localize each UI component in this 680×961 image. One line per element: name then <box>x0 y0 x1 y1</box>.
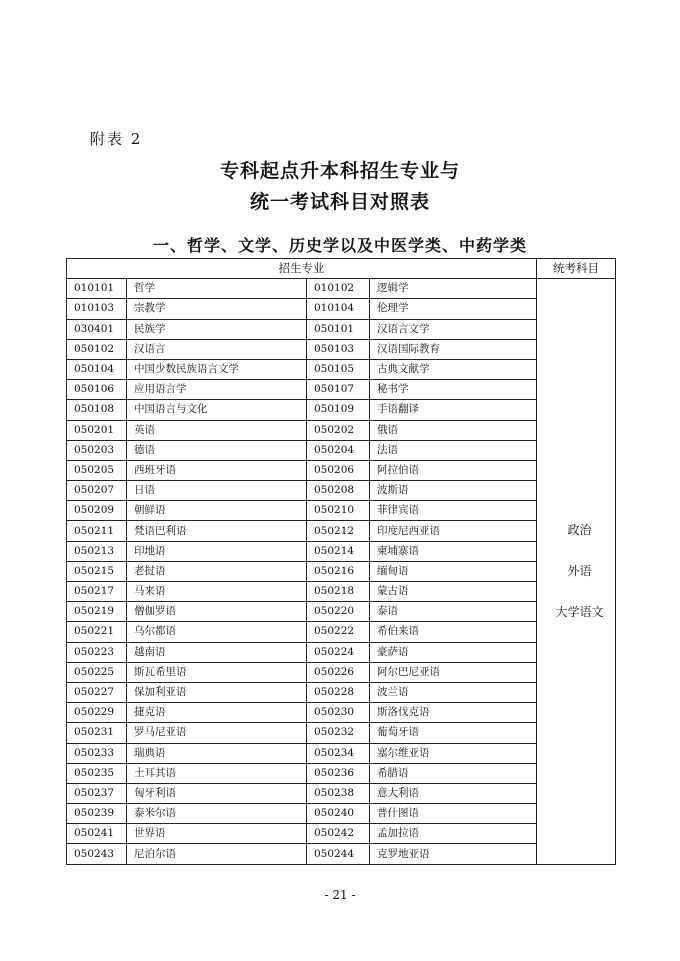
major-name: 应用语言学 <box>127 380 307 400</box>
major-name: 希伯来语 <box>370 622 537 642</box>
title-line-2: 统一考试科目对照表 <box>249 191 430 213</box>
major-name: 手语翻译 <box>370 400 537 420</box>
major-name: 汉语言 <box>127 339 307 359</box>
major-code: 050233 <box>67 743 127 763</box>
major-code: 050109 <box>307 400 370 420</box>
major-code: 050102 <box>67 339 127 359</box>
table-row <box>67 824 616 844</box>
major-code: 050244 <box>307 844 370 864</box>
major-code: 050101 <box>307 319 370 339</box>
major-name: 豪萨语 <box>370 642 537 662</box>
major-name: 罗马尼亚语 <box>127 723 307 743</box>
major-code: 050231 <box>67 723 127 743</box>
major-code: 050224 <box>307 642 370 662</box>
major-code: 050106 <box>67 380 127 400</box>
major-name: 阿拉伯语 <box>370 460 537 480</box>
major-name: 法语 <box>370 440 537 460</box>
major-code: 050238 <box>307 783 370 803</box>
table-row <box>67 763 616 783</box>
major-name: 朝鲜语 <box>127 501 307 521</box>
major-code: 050239 <box>67 804 127 824</box>
header-major: 招生专业 <box>67 259 537 279</box>
major-code: 050216 <box>307 561 370 581</box>
major-name: 阿尔巴尼亚语 <box>370 662 537 682</box>
major-name: 民族学 <box>127 319 307 339</box>
table-body <box>67 279 616 864</box>
table-row <box>67 339 616 359</box>
major-code: 050236 <box>307 763 370 783</box>
major-code: 050228 <box>307 682 370 702</box>
table-row <box>67 561 616 581</box>
exam-subjects-cell <box>537 279 616 864</box>
major-name: 匈牙利语 <box>127 783 307 803</box>
major-name: 中国少数民族语言文学 <box>127 359 307 379</box>
table-row <box>67 299 616 319</box>
table-row <box>67 642 616 662</box>
major-code: 050226 <box>307 662 370 682</box>
table-row <box>67 602 616 622</box>
major-name: 古典文献学 <box>370 359 537 379</box>
major-code: 050237 <box>67 783 127 803</box>
table-row <box>67 501 616 521</box>
major-code: 050107 <box>307 380 370 400</box>
major-code: 050204 <box>307 440 370 460</box>
major-code: 050235 <box>67 763 127 783</box>
major-code: 050220 <box>307 602 370 622</box>
major-name: 德语 <box>127 440 307 460</box>
major-name: 斯瓦希里语 <box>127 662 307 682</box>
table-row <box>67 783 616 803</box>
major-name: 普什图语 <box>370 804 537 824</box>
major-code: 050210 <box>307 501 370 521</box>
major-code: 050222 <box>307 622 370 642</box>
major-name: 希腊语 <box>370 763 537 783</box>
section-heading: 一、哲学、文学、历史学以及中医学类、中药学类 <box>152 236 527 255</box>
major-code: 050209 <box>67 501 127 521</box>
major-name: 尼泊尔语 <box>127 844 307 864</box>
major-code: 050103 <box>307 339 370 359</box>
major-code: 050232 <box>307 723 370 743</box>
major-name: 老挝语 <box>127 561 307 581</box>
major-code: 050234 <box>307 743 370 763</box>
major-name: 意大利语 <box>370 783 537 803</box>
table-row <box>67 723 616 743</box>
major-name: 波斯语 <box>370 481 537 501</box>
major-code: 050230 <box>307 703 370 723</box>
major-name: 西班牙语 <box>127 460 307 480</box>
major-code: 050218 <box>307 582 370 602</box>
table-row <box>67 400 616 420</box>
table-row <box>67 541 616 561</box>
major-code: 050104 <box>67 359 127 379</box>
table-row <box>67 460 616 480</box>
major-code: 050206 <box>307 460 370 480</box>
major-name: 汉语言文学 <box>370 319 537 339</box>
major-name: 保加利亚语 <box>127 682 307 702</box>
major-code: 050227 <box>67 682 127 702</box>
table-row <box>67 481 616 501</box>
table-row <box>67 622 616 642</box>
major-code: 050207 <box>67 481 127 501</box>
major-name: 僧伽罗语 <box>127 602 307 622</box>
table-row <box>67 440 616 460</box>
major-name: 缅甸语 <box>370 561 537 581</box>
major-name: 马来语 <box>127 582 307 602</box>
table-row <box>67 380 616 400</box>
table-row <box>67 743 616 763</box>
table-row <box>67 844 616 864</box>
page-number: - 21 - <box>324 888 356 902</box>
major-name: 汉语国际教育 <box>370 339 537 359</box>
major-name: 印度尼西亚语 <box>370 521 537 541</box>
major-name: 哲学 <box>127 279 307 299</box>
major-name: 葡萄牙语 <box>370 723 537 743</box>
major-name: 土耳其语 <box>127 763 307 783</box>
major-code: 050108 <box>67 400 127 420</box>
table-row <box>67 703 616 723</box>
major-code: 050223 <box>67 642 127 662</box>
table-row <box>67 582 616 602</box>
major-name: 捷克语 <box>127 703 307 723</box>
major-exam-table <box>66 258 616 865</box>
major-code: 050221 <box>67 622 127 642</box>
exam-subject: 大学语文 <box>555 604 604 619</box>
major-name: 秘书学 <box>370 380 537 400</box>
major-code: 010102 <box>307 279 370 299</box>
table-row <box>67 420 616 440</box>
table-row <box>67 521 616 541</box>
major-code: 010101 <box>67 279 127 299</box>
title-line-1: 专科起点升本科招生专业与 <box>219 160 460 182</box>
major-code: 050214 <box>307 541 370 561</box>
major-code: 050225 <box>67 662 127 682</box>
major-name: 中国语言与文化 <box>127 400 307 420</box>
major-code: 050217 <box>67 582 127 602</box>
major-code: 050241 <box>67 824 127 844</box>
major-name: 宗教学 <box>127 299 307 319</box>
major-name: 世界语 <box>127 824 307 844</box>
major-name: 塞尔维亚语 <box>370 743 537 763</box>
annex-label: 附表 2 <box>90 130 143 148</box>
major-code: 050208 <box>307 481 370 501</box>
exam-subject: 政治 <box>567 522 592 537</box>
table-header-row <box>67 259 616 279</box>
major-name: 蒙古语 <box>370 582 537 602</box>
major-name: 乌尔都语 <box>127 622 307 642</box>
major-name: 斯洛伐克语 <box>370 703 537 723</box>
exam-subject: 外语 <box>567 563 592 578</box>
major-name: 伦理学 <box>370 299 537 319</box>
major-name: 日语 <box>127 481 307 501</box>
major-code: 050201 <box>67 420 127 440</box>
major-code: 050211 <box>67 521 127 541</box>
major-name: 瑞典语 <box>127 743 307 763</box>
major-code: 050219 <box>67 602 127 622</box>
major-name: 印地语 <box>127 541 307 561</box>
major-name: 越南语 <box>127 642 307 662</box>
table-row <box>67 662 616 682</box>
major-name: 英语 <box>127 420 307 440</box>
major-name: 逻辑学 <box>370 279 537 299</box>
major-name: 克罗地亚语 <box>370 844 537 864</box>
major-name: 波兰语 <box>370 682 537 702</box>
table-row <box>67 319 616 339</box>
major-code: 050229 <box>67 703 127 723</box>
major-code: 030401 <box>67 319 127 339</box>
major-name: 俄语 <box>370 420 537 440</box>
major-code: 010103 <box>67 299 127 319</box>
table-row <box>67 279 616 299</box>
major-code: 050213 <box>67 541 127 561</box>
major-code: 050212 <box>307 521 370 541</box>
major-code: 050203 <box>67 440 127 460</box>
major-code: 050243 <box>67 844 127 864</box>
major-code: 050242 <box>307 824 370 844</box>
table-row <box>67 804 616 824</box>
major-name: 菲律宾语 <box>370 501 537 521</box>
major-code: 010104 <box>307 299 370 319</box>
major-code: 050215 <box>67 561 127 581</box>
major-name: 孟加拉语 <box>370 824 537 844</box>
header-exam: 统考科目 <box>537 259 616 279</box>
major-code: 050105 <box>307 359 370 379</box>
major-name: 泰语 <box>370 602 537 622</box>
major-name: 梵语巴利语 <box>127 521 307 541</box>
major-code: 050205 <box>67 460 127 480</box>
major-code: 050240 <box>307 804 370 824</box>
major-name: 柬埔寨语 <box>370 541 537 561</box>
table-row <box>67 359 616 379</box>
major-name: 泰米尔语 <box>127 804 307 824</box>
major-code: 050202 <box>307 420 370 440</box>
table-row <box>67 682 616 702</box>
